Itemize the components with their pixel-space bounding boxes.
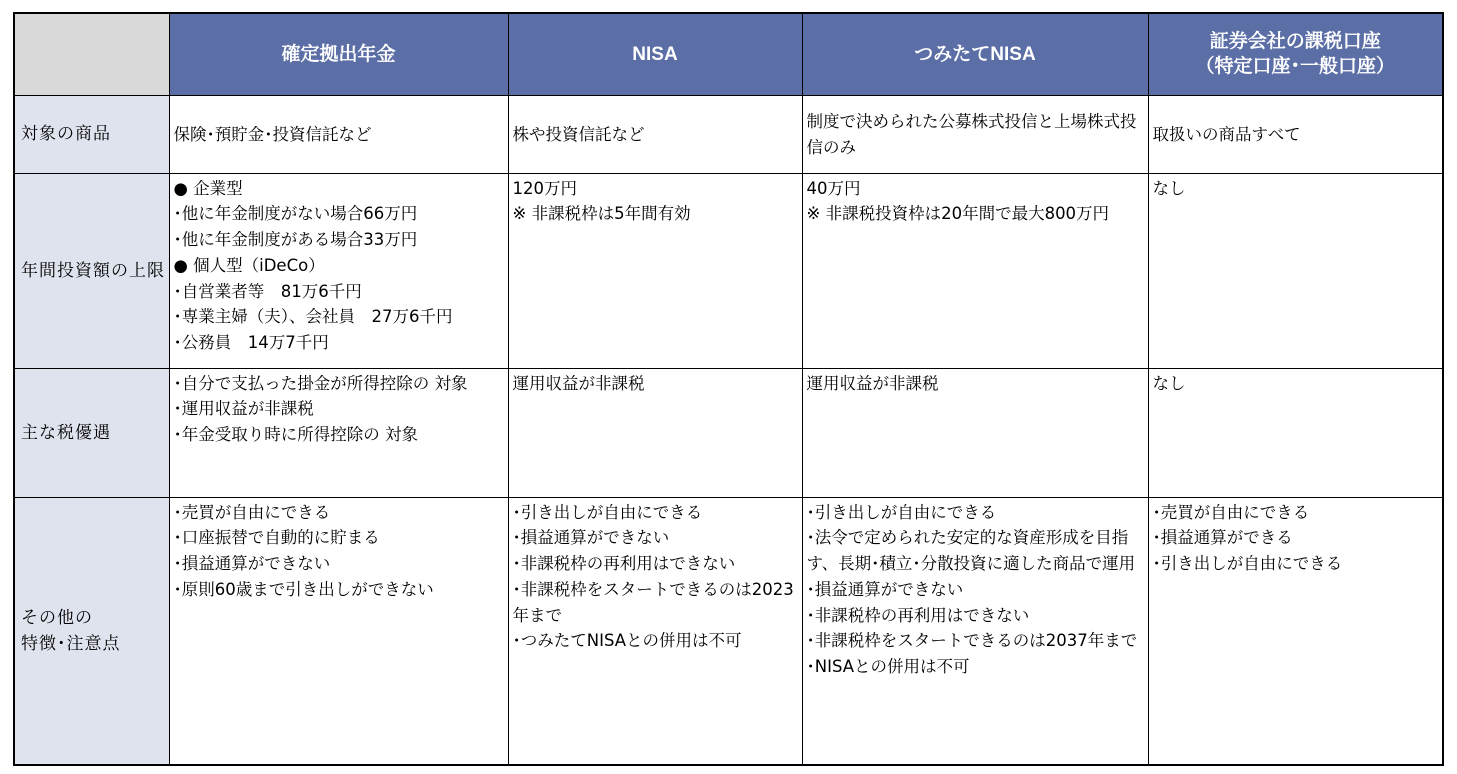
table-cell: ･売買が自由にできる ･損益通算ができる ･引き出しが自由にできる xyxy=(1148,497,1443,765)
table-cell: ･自分で支払った掛金が所得控除の 対象 ･運用収益が非課税 ･年金受取り時に所得控除の 対象 xyxy=(169,368,508,497)
table-cell: 運用収益が非課税 xyxy=(508,368,802,497)
table-cell: 保険･預貯金･投資信託など xyxy=(169,95,508,173)
row-header-annual-limit: 年間投資額の上限 xyxy=(14,173,169,368)
row-header-tax-benefits: 主な税優遇 xyxy=(14,368,169,497)
table-cell: なし xyxy=(1148,368,1443,497)
table-cell: 120万円 ※ 非課税枠は5年間有効 xyxy=(508,173,802,368)
column-header-taxable-account: 証券会社の課税口座 （特定口座･一般口座） xyxy=(1148,13,1443,95)
table-cell: 制度で決められた公募株式投信と上場株式投信のみ xyxy=(802,95,1148,173)
column-header-tsumitate-nisa: つみたてNISA xyxy=(802,13,1148,95)
table-cell: ･引き出しが自由にできる ･法令で定められた安定的な資産形成を目指す、長期･積立･分散投資に適した商品で運用 ･損益通算ができない ･非課税枠の再利用はできない ･非課税枠をスタートできるのは2037年まで ･NISAとの併用は不可 xyxy=(802,497,1148,765)
column-header-dc-pension: 確定拠出年金 xyxy=(169,13,508,95)
table-row xyxy=(14,173,1443,368)
table-cell: 40万円 ※ 非課税投資枠は20年間で最大800万円 xyxy=(802,173,1148,368)
table-cell: ･引き出しが自由にできる ･損益通算ができない ･非課税枠の再利用はできない ･非課税枠をスタートできるのは2023年まで ･つみたてNISAとの併用は不可 xyxy=(508,497,802,765)
table-row xyxy=(14,497,1443,765)
table-cell: ● 企業型 ･他に年金制度がない場合66万円 ･他に年金制度がある場合33万円 ● 個人型（iDeCo） ･自営業者等 81万6千円 ･専業主婦（夫）、会社員 27万6千円 ･公務員 14万7千円 xyxy=(169,173,508,368)
table-cell: 運用収益が非課税 xyxy=(802,368,1148,497)
table-cell: ･売買が自由にできる ･口座振替で自動的に貯まる ･損益通算ができない ･原則60歳まで引き出しができない xyxy=(169,497,508,765)
table-row xyxy=(14,95,1443,173)
table-row xyxy=(14,368,1443,497)
row-header-products: 対象の商品 xyxy=(14,95,169,173)
table-cell: 株や投資信託など xyxy=(508,95,802,173)
table-cell: なし xyxy=(1148,173,1443,368)
corner-cell xyxy=(14,13,169,95)
header-row xyxy=(14,13,1443,95)
row-header-other-features: その他の 特徴･注意点 xyxy=(14,497,169,765)
column-header-nisa: NISA xyxy=(508,13,802,95)
table-cell: 取扱いの商品すべて xyxy=(1148,95,1443,173)
comparison-table xyxy=(13,12,1444,766)
